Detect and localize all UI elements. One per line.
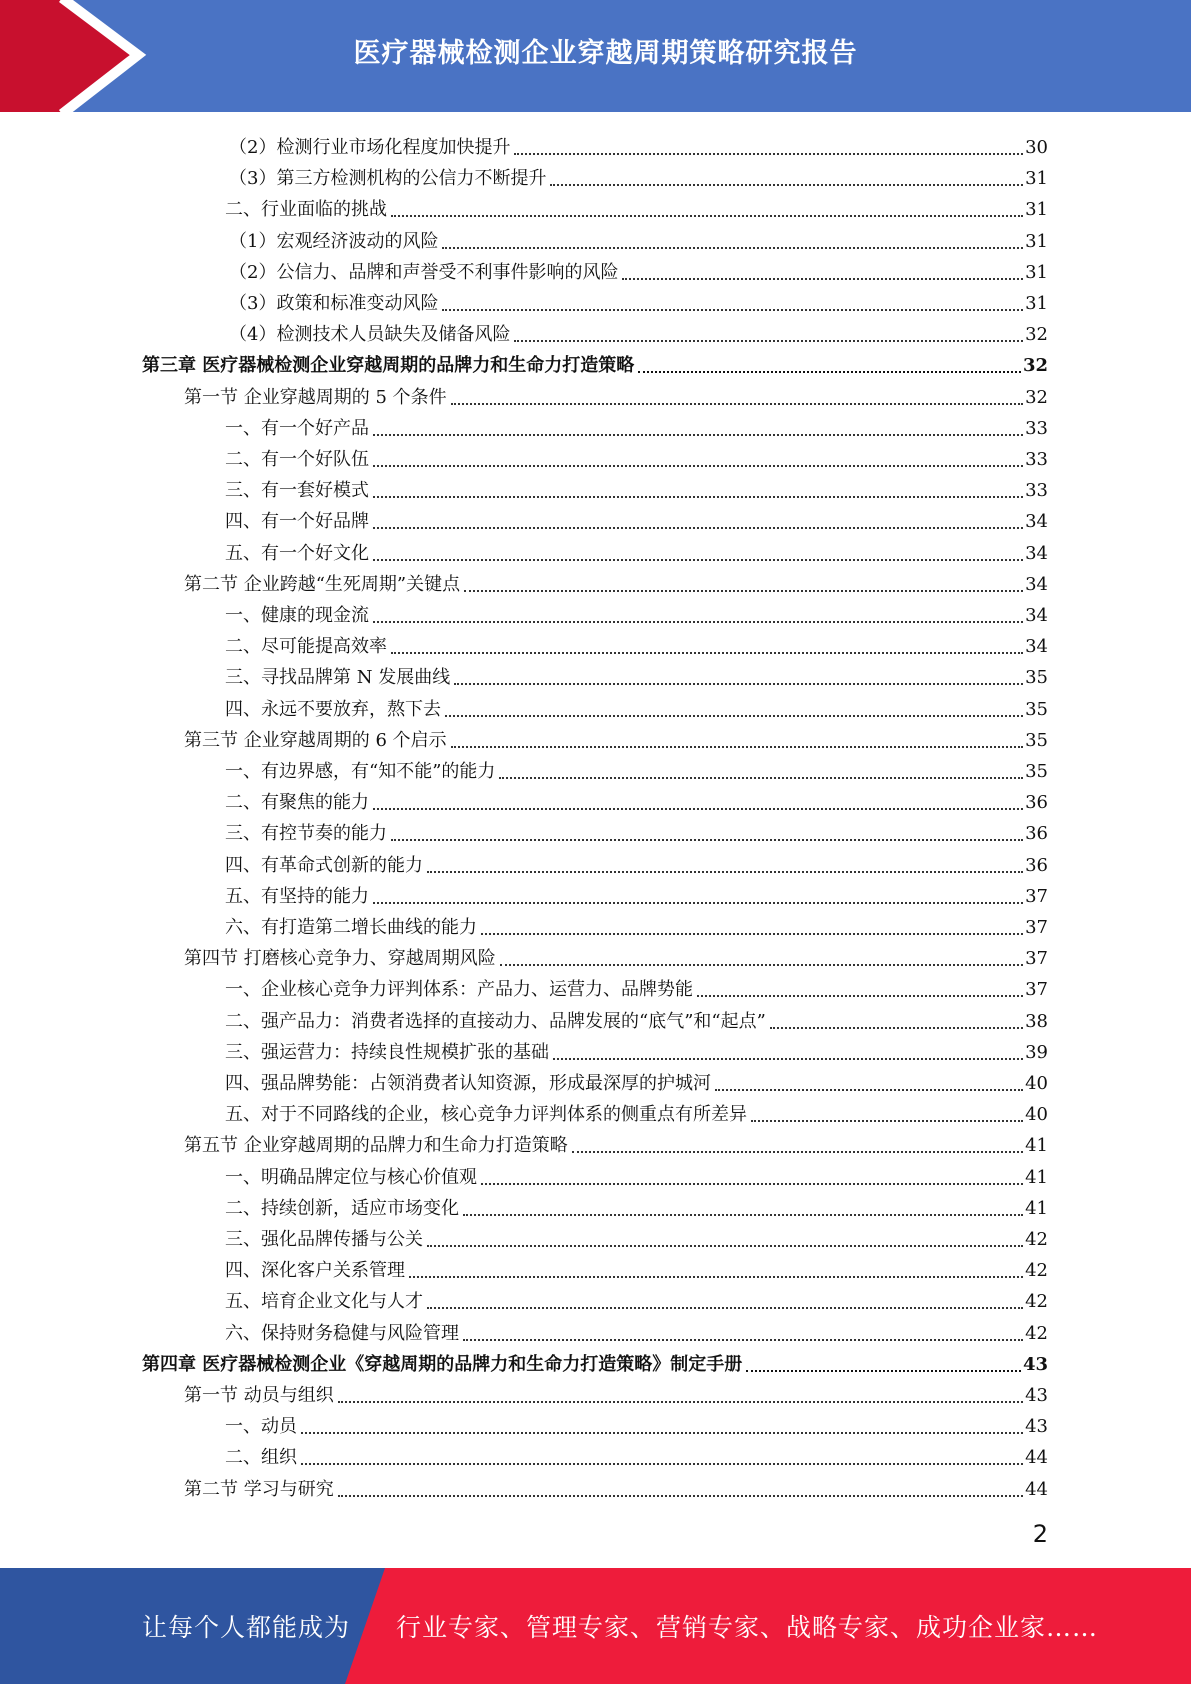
page-footer	[0, 1568, 1191, 1684]
toc-entry[interactable]	[184, 378, 1048, 409]
toc-entry-title: 一、有一个好产品	[225, 417, 369, 439]
toc-entry-title: 二、有聚焦的能力	[225, 792, 369, 814]
toc-entry-title: 一、有边界感，有“知不能”的能力	[225, 761, 496, 782]
toc-entry[interactable]	[225, 596, 1048, 627]
toc-dot-leader	[746, 1370, 1021, 1372]
toc-entry[interactable]	[225, 627, 1048, 658]
toc-entry-title: 四、有一个好品牌	[225, 511, 369, 533]
toc-entry[interactable]	[225, 1033, 1048, 1064]
toc-entry[interactable]	[225, 440, 1048, 471]
toc-entry-page: 42	[1025, 1291, 1048, 1313]
toc-entry-page: 39	[1025, 1041, 1048, 1063]
toc-entry-page: 37	[1025, 948, 1048, 970]
toc-dot-leader	[622, 278, 1023, 280]
toc-entry-title: 一、明确品牌定位与核心价值观	[225, 1166, 477, 1188]
toc-entry-title: 二、持续创新，适应市场变化	[225, 1197, 459, 1219]
toc-entry-title: 二、有一个好队伍	[225, 449, 369, 470]
toc-entry-title: 第三节 企业穿越周期的 6 个启示	[184, 729, 447, 751]
toc-dot-leader	[697, 995, 1023, 997]
toc-entry-title: 第四节 打磨核心竞争力、穿越周期风险	[184, 948, 496, 970]
toc-dot-leader	[409, 1276, 1023, 1278]
toc-dot-leader	[499, 777, 1023, 779]
toc-entry[interactable]	[225, 1314, 1048, 1345]
toc-entry[interactable]	[225, 1251, 1048, 1282]
toc-dot-leader	[373, 902, 1023, 904]
toc-entry[interactable]	[225, 1407, 1048, 1438]
toc-entry[interactable]	[225, 1220, 1048, 1251]
toc-dot-leader	[301, 1432, 1023, 1434]
toc-dot-leader	[373, 621, 1023, 623]
toc-entry-page: 36	[1025, 792, 1048, 814]
toc-entry[interactable]	[225, 690, 1048, 721]
toc-entry-page: 37	[1025, 979, 1048, 1001]
toc-entry-page: 37	[1025, 917, 1048, 938]
toc-entry-page: 42	[1025, 1229, 1048, 1250]
toc-entry-title: （2）公信力、品牌和声誉受不利事件影响的风险	[229, 261, 619, 283]
toc-dot-leader	[445, 715, 1023, 717]
toc-entry-title: 四、深化客户关系管理	[225, 1260, 405, 1282]
toc-dot-leader	[373, 496, 1023, 498]
toc-dot-leader	[572, 1151, 1023, 1153]
toc-entry-title: 二、尽可能提高效率	[225, 636, 387, 658]
toc-entry[interactable]	[225, 783, 1048, 814]
toc-entry-page: 36	[1025, 823, 1048, 845]
toc-entry-page: 41	[1025, 1197, 1048, 1219]
toc-entry-page: 31	[1025, 199, 1048, 221]
toc-entry-title: 三、有一套好模式	[225, 480, 369, 502]
toc-entry-page: 41	[1025, 1135, 1048, 1157]
toc-entry-page: 37	[1025, 885, 1048, 907]
toc-entry[interactable]	[142, 346, 1048, 377]
toc-dot-leader	[751, 1120, 1023, 1122]
toc-dot-leader	[451, 403, 1023, 405]
toc-entry-page: 34	[1025, 636, 1048, 658]
toc-entry-title: 二、强产品力：消费者选择的直接动力、品牌发展的“底气”和“起点”	[225, 1010, 766, 1032]
toc-dot-leader	[481, 1183, 1023, 1185]
toc-entry[interactable]	[225, 409, 1048, 440]
toc-entry[interactable]	[225, 1189, 1048, 1220]
toc-entry[interactable]	[225, 471, 1048, 502]
toc-entry-title: 二、组织	[225, 1447, 297, 1469]
toc-entry-title: 第二节 企业跨越“生死周期”关键点	[184, 573, 461, 595]
toc-entry-page: 40	[1025, 1073, 1048, 1094]
toc-entry[interactable]	[229, 253, 1048, 284]
toc-entry[interactable]	[225, 1064, 1048, 1095]
toc-entry-page: 32	[1025, 386, 1048, 408]
toc-entry-page: 33	[1025, 417, 1048, 439]
toc-entry-title: 三、寻找品牌第 N 发展曲线	[225, 667, 451, 689]
toc-entry[interactable]	[225, 846, 1048, 877]
toc-entry-page: 43	[1025, 1385, 1048, 1406]
toc-dot-leader	[373, 465, 1023, 467]
toc-dot-leader	[553, 1058, 1023, 1060]
report-title: 医疗器械检测企业穿越周期策略研究报告	[353, 37, 858, 69]
toc-entry-title: 第一节 动员与组织	[184, 1385, 334, 1406]
toc-entry-title: 三、强运营力：持续良性规模扩张的基础	[225, 1041, 549, 1063]
toc-entry[interactable]	[229, 128, 1048, 159]
toc-dot-leader	[770, 1027, 1023, 1029]
toc-entry-page: 35	[1025, 729, 1048, 751]
toc-entry-title: 三、强化品牌传播与公关	[225, 1229, 423, 1250]
toc-entry-page: 44	[1025, 1447, 1048, 1469]
toc-entry[interactable]	[184, 1470, 1048, 1501]
toc-dot-leader	[481, 933, 1023, 935]
toc-entry-page: 33	[1025, 480, 1048, 502]
toc-entry-title: 五、培育企业文化与人才	[225, 1291, 423, 1313]
toc-dot-leader	[638, 371, 1021, 373]
toc-entry-page: 30	[1025, 137, 1048, 158]
page-header	[0, 0, 1191, 112]
toc-dot-leader	[373, 559, 1023, 561]
toc-entry-title: 二、行业面临的挑战	[225, 199, 387, 221]
toc-entry-page: 31	[1025, 168, 1048, 190]
toc-entry[interactable]	[225, 752, 1048, 783]
toc-dot-leader	[373, 434, 1023, 436]
toc-entry-page: 34	[1025, 573, 1048, 595]
toc-entry-page: 40	[1025, 1104, 1048, 1126]
toc-dot-leader	[442, 309, 1023, 311]
toc-dot-leader	[463, 1214, 1023, 1216]
toc-entry-title: （1）宏观经济波动的风险	[229, 230, 439, 252]
page-number: 2	[1032, 1520, 1048, 1548]
toc-entry[interactable]	[225, 534, 1048, 565]
toc-entry-page: 34	[1025, 511, 1048, 533]
toc-entry-page: 43	[1025, 1416, 1048, 1438]
toc-entry-page: 44	[1025, 1478, 1048, 1500]
toc-entry-title: （4）检测技术人员缺失及储备风险	[229, 324, 511, 346]
toc-entry-title: 第四章 医疗器械检测企业《穿越周期的品牌力和生命力打造策略》制定手册	[142, 1353, 743, 1375]
toc-entry[interactable]	[184, 939, 1048, 970]
toc-entry-title: 一、企业核心竞争力评判体系：产品力、运营力、品牌势能	[225, 979, 693, 1001]
toc-dot-leader	[427, 1307, 1023, 1309]
toc-entry-title: 六、有打造第二增长曲线的能力	[225, 917, 477, 938]
toc-entry-title: 一、动员	[225, 1416, 297, 1438]
toc-dot-leader	[454, 683, 1023, 685]
toc-entry-page: 32	[1025, 324, 1048, 346]
toc-entry-title: （3）政策和标准变动风险	[229, 293, 439, 314]
toc-entry-page: 34	[1025, 605, 1048, 626]
toc-entry[interactable]	[184, 1376, 1048, 1407]
toc-dot-leader	[514, 340, 1023, 342]
toc-entry-title: 一、健康的现金流	[225, 605, 369, 626]
toc-entry[interactable]	[225, 1158, 1048, 1189]
toc-dot-leader	[391, 215, 1023, 217]
toc-dot-leader	[550, 184, 1023, 186]
toc-entry[interactable]	[184, 721, 1048, 752]
toc-entry-page: 31	[1025, 293, 1048, 314]
toc-entry[interactable]	[225, 877, 1048, 908]
toc-entry[interactable]	[225, 814, 1048, 845]
toc-entry[interactable]	[184, 1126, 1048, 1157]
toc-entry-title: 三、有控节奏的能力	[225, 823, 387, 845]
toc-dot-leader	[464, 590, 1023, 592]
toc-entry-page: 35	[1025, 698, 1048, 720]
toc-dot-leader	[373, 527, 1023, 529]
toc-dot-leader	[442, 247, 1023, 249]
toc-entry-page: 32	[1022, 355, 1048, 377]
toc-entry-page: 35	[1025, 667, 1048, 689]
toc-entry-page: 35	[1025, 761, 1048, 782]
toc-entry[interactable]	[225, 1002, 1048, 1033]
toc-entry[interactable]	[229, 222, 1048, 253]
toc-entry[interactable]	[229, 315, 1048, 346]
toc-entry-title: 六、保持财务稳健与风险管理	[225, 1322, 459, 1344]
toc-entry-page: 42	[1025, 1260, 1048, 1282]
toc-entry[interactable]	[225, 1095, 1048, 1126]
toc-entry[interactable]	[229, 284, 1048, 315]
toc-dot-leader	[463, 1339, 1023, 1341]
toc-entry-page: 38	[1025, 1010, 1048, 1032]
toc-entry-title: 四、有革命式创新的能力	[225, 854, 423, 876]
toc-entry[interactable]	[225, 190, 1048, 221]
toc-entry-title: 第二节 学习与研究	[184, 1478, 334, 1500]
footer-slogan-right: 行业专家、管理专家、营销专家、战略专家、成功企业家……	[396, 1613, 1099, 1642]
toc-entry[interactable]	[184, 565, 1048, 596]
toc-entry-title: （2）检测行业市场化程度加快提升	[229, 137, 511, 158]
toc-entry-page: 33	[1025, 449, 1048, 470]
toc-dot-leader	[338, 1495, 1023, 1497]
footer-slogan-left: 让每个人都能成为	[142, 1613, 351, 1642]
toc-entry-page: 36	[1025, 854, 1048, 876]
toc-entry-title: 五、有坚持的能力	[225, 885, 369, 907]
toc-entry-page: 42	[1025, 1322, 1048, 1344]
toc-entry-page: 43	[1022, 1353, 1048, 1375]
toc-entry-title: 第五节 企业穿越周期的品牌力和生命力打造策略	[184, 1135, 568, 1157]
toc-entry[interactable]	[142, 1345, 1048, 1376]
toc-entry-title: 五、对于不同路线的企业，核心竞争力评判体系的侧重点有所差异	[225, 1104, 747, 1126]
toc-dot-leader	[500, 964, 1023, 966]
toc-entry-title: 五、有一个好文化	[225, 542, 369, 564]
toc-entry-page: 34	[1025, 542, 1048, 564]
toc-dot-leader	[514, 153, 1023, 155]
toc-dot-leader	[301, 1463, 1023, 1465]
toc-entry-page: 31	[1025, 261, 1048, 283]
toc-entry[interactable]	[225, 1282, 1048, 1313]
toc-dot-leader	[451, 746, 1023, 748]
toc-entry[interactable]	[225, 908, 1048, 939]
toc-dot-leader	[427, 871, 1023, 873]
toc-dot-leader	[338, 1401, 1023, 1403]
toc-entry[interactable]	[225, 970, 1048, 1001]
toc-dot-leader	[715, 1089, 1023, 1091]
toc-entry-title: 四、强品牌势能：占领消费者认知资源，形成最深厚的护城河	[225, 1073, 711, 1094]
toc-entry-title: 第三章 医疗器械检测企业穿越周期的品牌力和生命力打造策略	[142, 355, 635, 377]
toc-entry[interactable]	[225, 502, 1048, 533]
toc-entry-title: （3）第三方检测机构的公信力不断提升	[229, 168, 547, 190]
toc-dot-leader	[373, 808, 1023, 810]
toc-dot-leader	[391, 839, 1023, 841]
toc-dot-leader	[391, 652, 1023, 654]
toc-entry[interactable]	[225, 658, 1048, 689]
toc-dot-leader	[427, 1245, 1023, 1247]
toc-entry-page: 31	[1025, 230, 1048, 252]
toc-entry[interactable]	[225, 1438, 1048, 1469]
toc-entry[interactable]	[229, 159, 1048, 190]
toc-entry-page: 41	[1025, 1166, 1048, 1188]
toc-entry-title: 第一节 企业穿越周期的 5 个条件	[184, 386, 447, 408]
toc-entry-title: 四、永远不要放弃，熬下去	[225, 698, 441, 720]
